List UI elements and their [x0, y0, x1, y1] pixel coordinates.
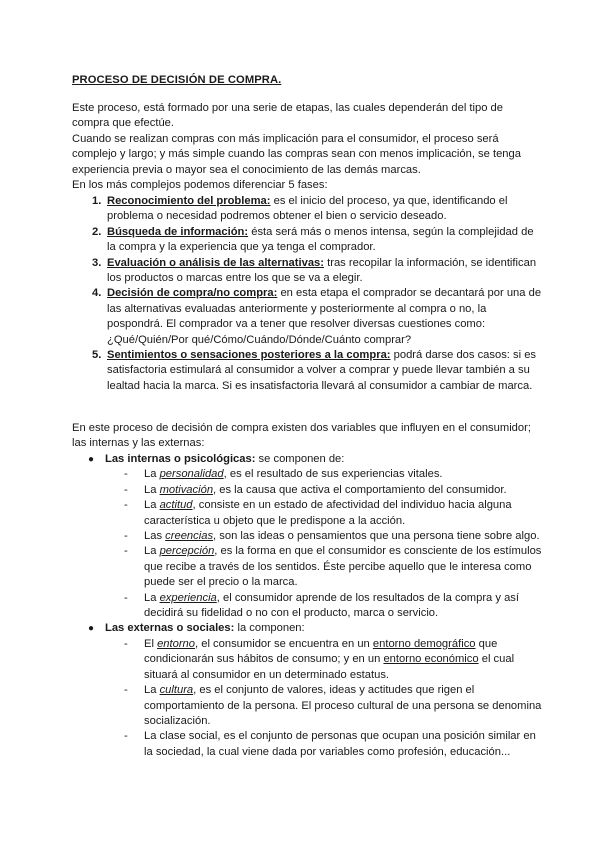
intro-paragraph-1: Este proceso, está formado por una serie de etapas, las cuales dependerán del tipo de compra que efectúe.: [72, 102, 503, 130]
item-term: percepción: [159, 545, 215, 558]
list-item: [72, 483, 542, 498]
internal-variables: [72, 452, 542, 467]
item-post: , es la causa que activa el comportamiento del consumidor.: [213, 483, 507, 496]
intro-paragraph-3: En los más complejos podemos diferenciar 5 fases:: [72, 179, 328, 192]
phase-text: en esta etapa el comprador se decantará por una de las alternativas evaluadas anteriormente y posteriormente al compra o no, la pospondrá. El comprador va a tener que resolver diversas cuestiones como: ¿Qué/Quién/Por qué/Cómo/Cuándo/Dónde/Cuánto comprar?: [107, 287, 542, 346]
item-pre: Las: [144, 530, 166, 543]
item-term: actitud: [159, 499, 193, 512]
item-pre: La: [144, 499, 160, 512]
phase-number: 3.: [92, 256, 102, 269]
item-post: , el consumidor aprende de los resultados de la compra y así decidirá su fidelidad o no con el producto, marca o servicio.: [144, 591, 520, 620]
item-pre: La: [144, 684, 160, 697]
item-mid: que condicionarán sus hábitos de consumo; y en un: [144, 637, 498, 666]
phase-term: Reconocimiento del problema:: [107, 195, 271, 207]
internal-heading-rest: se componen de:: [255, 453, 345, 465]
internal-heading: Las internas o psicológicas:: [105, 453, 256, 465]
item-pre: La: [144, 483, 160, 496]
phase-item: [72, 225, 542, 256]
item-post: , son las ideas o pensamientos que una persona tiene sobre algo.: [213, 530, 540, 543]
phase-text: ésta será más o menos intensa, según la complejidad de la compra y la experiencia que ya tenga el comprador.: [107, 225, 534, 254]
phase-term: Evaluación o análisis de las alternativas:: [107, 256, 325, 269]
dash-marker: -: [124, 530, 128, 543]
phase-number: 5.: [92, 349, 102, 362]
item-term-demografico: entorno demográfico: [372, 637, 476, 650]
phase-number: 2.: [92, 225, 102, 238]
phase-item: [72, 286, 542, 348]
phase-number: 1.: [92, 195, 102, 207]
bullet-dot-icon: ●: [88, 623, 95, 635]
list-item: [72, 544, 542, 590]
dash-marker: -: [124, 591, 128, 604]
variables-intro: En este proceso de decisión de compra existen dos variables que influyen en el consumidor; las internas y las externas:: [72, 422, 531, 450]
item-term: motivación: [159, 483, 214, 496]
external-variables: [72, 621, 542, 636]
item-post: , es el conjunto de valores, ideas y actitudes que rigen el comportamiento de la persona. El proceso cultural de una persona se denomina socialización.: [144, 684, 542, 727]
item-mid: , el consumidor se encuentra en un: [195, 637, 373, 650]
phase-text: tras recopilar la información, se identifican los productos o marcas entre los que se va a elegir.: [107, 256, 537, 285]
list-item: [72, 591, 542, 622]
dash-marker: -: [124, 545, 128, 558]
list-item: [72, 467, 542, 482]
phase-item: [72, 348, 542, 394]
phase-term: Decisión de compra/no compra:: [107, 287, 278, 300]
item-term: entorno: [157, 637, 196, 650]
item-term: creencias: [165, 530, 214, 543]
phase-item: [72, 194, 542, 225]
phase-term: Búsqueda de información:: [107, 225, 249, 238]
list-item: [72, 729, 542, 760]
dash-marker: -: [124, 483, 128, 496]
item-text: La clase social, es el conjunto de personas que ocupan una posición similar en la sociedad, la cual viene dada por variables como profesión, educación...: [144, 730, 536, 758]
item-post: el cual situará al consumidor en un determinado estatus.: [144, 653, 515, 681]
list-item: [72, 637, 542, 683]
internal-sublist: [72, 467, 542, 621]
bullet-dot-icon: ●: [88, 454, 95, 465]
dash-marker: -: [124, 499, 128, 512]
list-item: [72, 529, 542, 544]
list-item: [72, 498, 542, 529]
dash-marker: -: [124, 468, 128, 481]
phase-text: podrá darse dos casos: si es satisfactoria estimulará al consumidor a volver a comprar y puede llevar también a su lealtad hacia la marca. Si es insatisfactoria llevará al consumidor a cambiar de marca.: [107, 349, 537, 392]
intro-text: [72, 101, 542, 193]
external-heading-rest: la componen:: [234, 622, 305, 635]
variables-list: [72, 452, 542, 760]
page-title: PROCESO DE DECISIÓN DE COMPRA.: [72, 74, 282, 86]
phases-list: [72, 194, 542, 394]
external-heading: Las externas o sociales:: [105, 622, 235, 635]
list-item: [72, 683, 542, 729]
item-post: , es la forma en que el consumidor es consciente de los estímulos que recibe a través de los sentidos. Éste percibe aquello que le interesa como puede ser el precio o la marca.: [144, 545, 542, 589]
item-term-economico: entorno económico: [383, 653, 479, 666]
phase-number: 4.: [92, 287, 102, 300]
item-term: personalidad: [159, 468, 224, 481]
phase-item: [72, 256, 542, 287]
item-pre: La: [144, 468, 160, 481]
phase-term: Sentimientos o sensaciones posteriores a la compra:: [107, 349, 391, 362]
item-pre: El: [144, 637, 158, 650]
item-post: , es el resultado de sus experiencias vitales.: [223, 468, 443, 481]
dash-marker: -: [124, 637, 128, 650]
item-term: experiencia: [159, 591, 217, 604]
item-term: cultura: [159, 684, 194, 697]
intro-paragraph-2: Cuando se realizan compras con más implicación para el consumidor, el proceso será complejo y largo; y más simple cuando las compras sean con menos implicación, se tenga experiencia previa o mayor sea el conocimiento de las demás marcas.: [72, 132, 521, 176]
external-sublist: [72, 637, 542, 760]
item-pre: La: [144, 591, 160, 604]
dash-marker: -: [124, 684, 128, 697]
item-pre: La: [144, 545, 160, 558]
dash-marker: -: [124, 730, 128, 743]
item-post: , consiste en un estado de afectividad del individuo hacia alguna característica u objeto que le predispone a la acción.: [144, 499, 512, 527]
phase-text: es el inicio del proceso, ya que, identificando el problema o necesidad podremos obtener el bien o servicio deseado.: [107, 195, 508, 223]
